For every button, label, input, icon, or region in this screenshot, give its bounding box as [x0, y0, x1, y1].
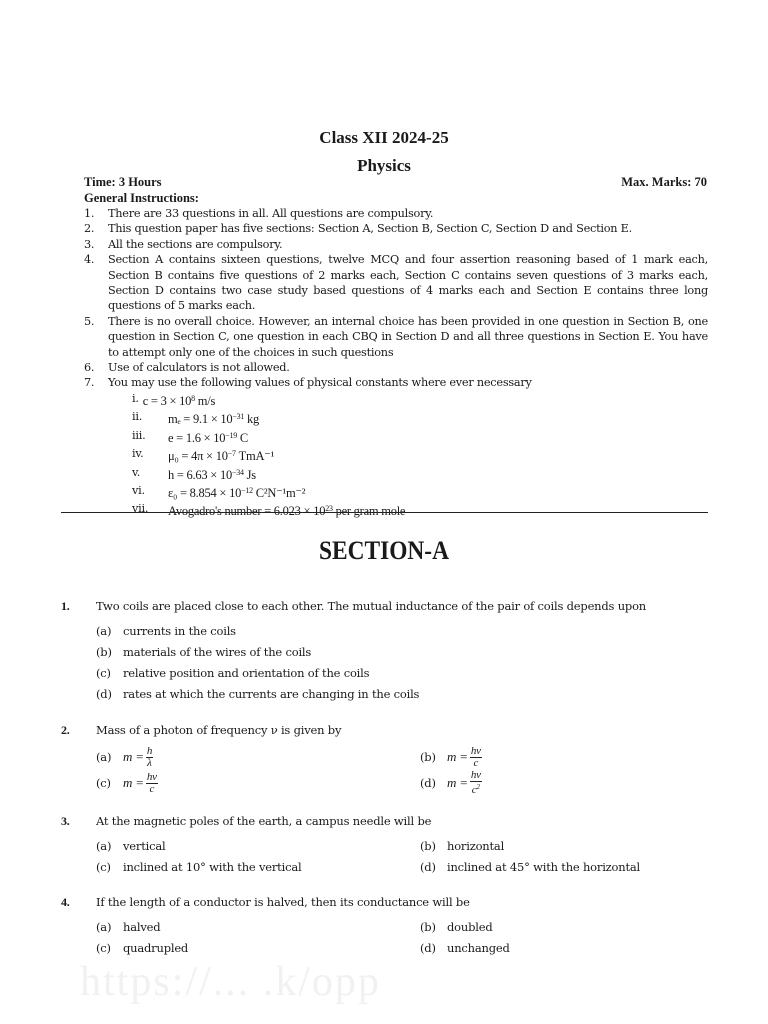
instruction-item: 7. You may use the following values of physical constants where ever necessary [84, 376, 532, 390]
question-text: Mass of a photon of frequency ν is given by [96, 723, 342, 737]
option: (c) m = $\frac{h\nu}{c}$ [96, 770, 157, 795]
option: (b) doubled [420, 919, 493, 934]
options-list [96, 744, 708, 796]
max-marks-label: Max. Marks: 70 [621, 175, 707, 189]
question-text: Two coils are placed close to each other. The mutual inductance of the pair of coils depends upon [96, 599, 646, 613]
option: (c) inclined at 10° with the vertical [96, 859, 302, 874]
question-4 [61, 895, 708, 958]
time-label: Time: 3 Hours [84, 175, 162, 189]
options-list [96, 620, 708, 704]
option: (a) halved [96, 919, 161, 934]
constant-item: iv. $\mu_0 = 4\pi \times 10^{-7}$ TmA⁻¹ [132, 447, 275, 464]
instruction-item: 4. Section A contains sixteen questions, twelve MCQ and four assertion reasoning based of 1 mark each, Section B contains five questions of 2 marks each, Section C contains seven questions of 3 marks each, Section D contains two case study based questions of 4 marks each and Section E contains three long questions of 5 marks each. [84, 253, 708, 313]
instruction-item: 1. There are 33 questions in all. All questions are compulsory. [84, 207, 434, 220]
constant-item: iii. $e = 1.6 \times 10^{-19}$ C [132, 428, 249, 445]
option: (d) m = $\frac{h\nu}{c^2}$ [420, 769, 481, 796]
option: (b) m = $\frac{h\nu}{c}$ [420, 744, 481, 769]
instruction-item: 3. All the sections are compulsory. [84, 237, 283, 251]
option: (a) currents in the coils [96, 623, 236, 638]
question-1 [61, 599, 708, 704]
section-divider [61, 512, 708, 513]
question-number: 4. [61, 895, 70, 909]
question-3 [61, 814, 708, 877]
option: (a) m = $\frac{h}{\lambda}$ [96, 744, 153, 769]
question-text: If the length of a conductor is halved, then its conductance will be [96, 895, 470, 909]
option: (a) vertical [96, 838, 166, 853]
constant-item: vii. Avogadro's number = $6.023 \times 10^{23}$ per gram mole [132, 502, 406, 519]
question-2 [61, 723, 708, 796]
options-list [96, 916, 708, 958]
instruction-item: 5. There is no overall choice. However, an internal choice has been provided in one question in Section B, one question in Section C, one question in each CBQ in Section D and all three questions in Section E. You have to attempt only one of the choices in such questions [84, 314, 708, 359]
question-number: 3. [61, 814, 70, 828]
constant-item: vi. $\varepsilon_0 = 8.854 \times 10^{-12}$ C²N⁻¹m⁻² [132, 483, 306, 500]
constant-item: ii. $m_e = 9.1 \times 10^{-31}$ kg [132, 410, 260, 427]
option: (c) relative position and orientation of the coils [96, 665, 370, 680]
options-list [96, 835, 708, 877]
question-text: At the magnetic poles of the earth, a campus needle will be [96, 814, 432, 828]
question-number: 2. [61, 723, 70, 737]
option: (d) unchanged [420, 940, 510, 955]
constant-item: v. $h = 6.63 \times 10^{-34}$ Js [132, 465, 256, 482]
option: (d) inclined at 45° with the horizontal [420, 859, 641, 874]
question-number: 1. [61, 599, 70, 613]
option: (b) materials of the wires of the coils [96, 644, 312, 659]
constants-list [132, 391, 708, 520]
subject-title: Physics [357, 156, 411, 175]
instruction-item: 2. This question paper has five sections: Section A, Section B, Section C, Section D and Section E. [84, 222, 633, 236]
section-heading: SECTION-A [318, 536, 450, 565]
instructions-heading: General Instructions: [84, 191, 199, 205]
option: (b) horizontal [420, 838, 505, 853]
instruction-item: 6. Use of calculators is not allowed. [84, 361, 290, 375]
class-title: Class XII 2024-25 [319, 128, 449, 147]
option: (d) rates at which the currents are changing in the coils [96, 686, 420, 701]
watermark: https://... .k/opp [80, 959, 381, 1005]
option: (c) quadrupled [96, 940, 189, 955]
constant-item: i. $c = 3 \times 10^8$ m/s [132, 391, 216, 408]
instructions-list [84, 206, 708, 520]
